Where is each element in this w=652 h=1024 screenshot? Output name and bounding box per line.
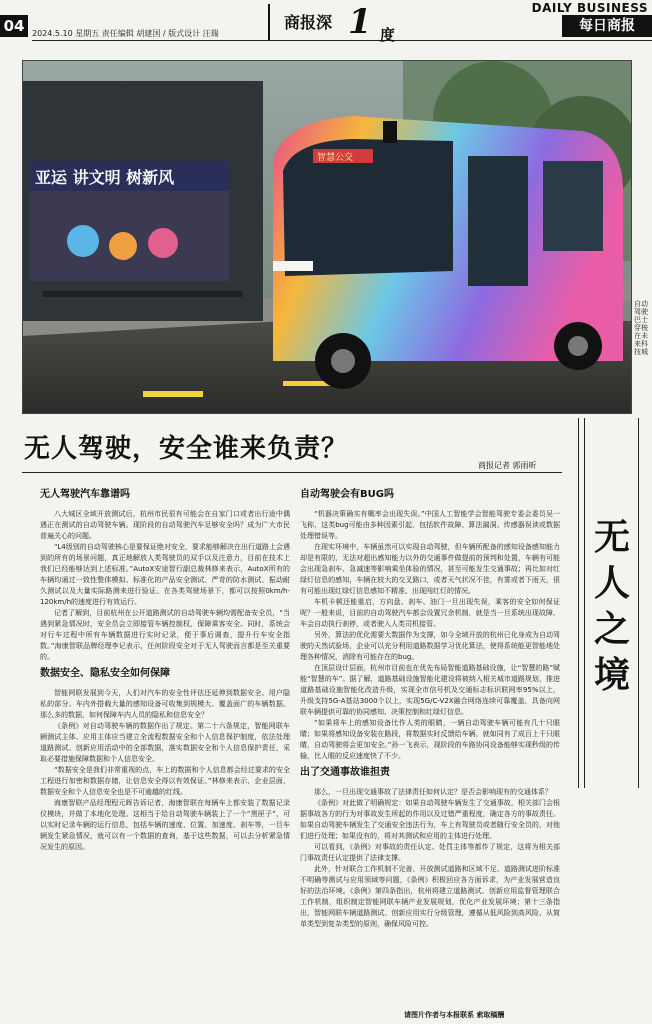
paragraph: 另外，算法的优化需要大数据作为支撑，如今全域开放的杭州已化身成为自动驾驶的天然试验场，企业可以充分利用道路数据学习优化算法，使得系统能更智能地处理各种情况，消除有可能存在的bug。	[300, 631, 560, 661]
subhead-safety: 无人驾驶汽车靠谱吗	[40, 489, 130, 500]
photo-caption: 自动驾驶巴士穿梭在未来科技城	[634, 300, 648, 356]
paragraph: 海康智联产品经理程元晖告诉记者，海康智联在每辆车上都安装了数据记录仪模块，并做了本地化处理。这相当于给自动驾驶车辆装上了一个“黑匣子”，可以实时记录车辆的运行信息，包括车辆的速度、位置、加速度、刹车等，一旦车辆发生紧急情况，就可以有一个数据的查询，基于这些数据，可以去分析紧急情况发生的原因。	[40, 799, 290, 851]
column-title-part-a: 商报深	[284, 13, 333, 32]
shelter-slogan: 亚运 讲文明 树新风	[35, 168, 175, 187]
brand-english: DAILY BUSINESS	[531, 1, 648, 15]
paragraph: “如果将车上的感知设备比作人类的眼睛，一辆自动驾驶车辆可能有几十只眼睛；如果将感知设备安装在路段，将数据实时反馈给车辆，就如同有了成百上千只眼睛，自动驾驶将会更加安全。”孙一飞表示，现阶段的车路协同设备能够实现秒级的传输，比人眼的反应速度快了不少。	[300, 719, 560, 760]
paragraph: 记者了解到，目前杭州在公开道路测试的自动驾驶车辆均需配备安全员，“当遇到紧急情况时，安全员会立即接管车辆控制权，保障乘客安全。同时，系统会对行车过程中所有车辆数据进行实时记录，便于事后调查，提升行车安全指数。”海康智联品牌经理李记表示，任何阶段安全对于无人驾驶而言都是至关重要的。	[40, 609, 290, 661]
article-column-right	[300, 484, 560, 930]
byline: 商报记者 郭雨昕	[478, 461, 537, 470]
paragraph: 《条例》对此做了明确规定：如果自动驾驶车辆发生了交通事故，相关部门会根据事故各方的行为对事故发生所起的作用以及过错严重程度，确定各方的事故责任。如果自动驾驶车辆发生了交通安全违法行为，车上有驾驶员或者随行安全员的，对他们进行处理；如果没有的，将对其测试和应用的主体进行处理。	[300, 799, 560, 840]
subhead-liability: 出了交通事故谁担责	[300, 767, 390, 778]
footer-note: 请图片作者与本报联系 索取稿酬	[404, 1011, 505, 1019]
subhead-bug: 自动驾驶会有BUG吗	[300, 489, 394, 500]
column-title	[268, 2, 410, 44]
brand-chinese: 每日商报	[562, 15, 652, 37]
paragraph: “L4级别的自动驾驶核心是要保证绝对安全，要求能够解决在出行道路上会遇到的所有的场景问题，真正地解放人类驾驶员的双手以及注意力，目前在技术上我们已经能够达到上述标准。”AutoX安途智行副总裁林修来表示，AutoX所有的车辆均通过一致性整体模拟、标准化的产品安全测试、严苛的防水测试、振动耐久测试以及大量实际路测来进行验证。在各类驾驶场景下，都可以按照0km/h-120km/h的速度进行有效运行。	[40, 543, 290, 606]
feature-photo	[22, 60, 632, 414]
article-column-left	[40, 484, 290, 853]
paragraph: 八大城区全域开放测试后，杭州市民很有可能会在自家门口或者出行途中偶遇正在测试的自动驾驶车辆。现阶段的自动驾驶汽车足够安全吗？成为广大市民普遍关心的问题。	[40, 510, 290, 540]
page-header	[0, 0, 652, 48]
column-title-part-c: 度	[380, 26, 396, 44]
paragraph: 那么，一旦出现交通事故了法律责任如何认定？是否会影响现有的交通体系？	[314, 788, 552, 796]
paragraph: “机器决策确实有概率会出现失误。”中国人工智能学会智能驾驶专委会委员吴一飞称，这类bug可能由多种因素引起，包括软件故障、算法漏洞、传感器误读或数据处理错误等。	[300, 510, 560, 540]
headline-rule	[22, 472, 562, 473]
side-banner	[572, 418, 642, 788]
paragraph: 智能网联发展到今天，人们对汽车的安全性评估还延伸到数据安全、用户隐私的部分。车内外搭载大量的感知设备可收集到规模大、覆盖面广的车辆数据。那么多的数据，如何保障车内人员的隐私和信息安全？	[40, 689, 290, 719]
paragraph: 在现实环境中，车辆虽然可以实现自动驾驶，但车辆所配备的感知设备感知能力却是有限的，无法对超出感知能力以外的交通事件做提前的预判和处置，车辆有可能会出现急刹车、急减速等影响乘坐体验的情况，甚至可能发生交通事故；再比如对红绿灯信息的感知，车辆在较大的交叉路口，或者天气状况不佳，有雾或者下雨天，很有可能出现红绿灯信息感知不精准、出现闯红灯的情况。	[300, 543, 560, 595]
paragraph: 可以看到，《条例》对事故的责任认定、处罚主体等都作了规定，这将为相关部门事故责任认定提供了法律支撑。	[300, 843, 560, 862]
paragraph: 此外，针对联合工作机制不完善、开放测试道路和区域不足、道路测试进阶标准不明确等测试与应用领域等问题，《条例》积极回应各方面诉求，为产业发展营造良好的法治环境。《条例》第四条指出，杭州将建立道路测试、创新应用监督管理联合工作机制，组织制定智能网联车辆产业发展规划，优化产业发展环境；第十三条指出，智能网联车辆道路测试、创新应用实行分级管理，遵循从低风险到高风险、从简单类型到复杂类型的原则，确保风险可控。	[300, 865, 560, 928]
paragraph: 车机卡顿还能重启，方向盘、刹车、油门一旦出现失误，乘客的安全如何保证呢？一般来说，目前的自动驾驶汽车都会设置冗余机制，就是当一旦系统出现故障，车会自动执行刹停，或者驶入人类司机接管。	[300, 598, 560, 628]
side-rule-1	[578, 418, 579, 788]
page-number: 04	[0, 15, 28, 37]
header-rule	[32, 40, 652, 41]
side-rule-3	[638, 418, 639, 788]
paragraph: “数据安全是我们非常重视的点，车上的数据和个人信息都会经过要求的安全工程进行加密和数据存储，让信息安全得以有效保证。”林修来表示，企业层面，数据安全和个人信息安全也是不可逾越的红线。	[40, 766, 290, 796]
bus-route-sign: 智慧公交	[317, 153, 354, 163]
dateline: 2024.5.10 星期五 责任编辑 胡建国 / 版式设计 汪瑞	[32, 29, 219, 38]
side-title: 无人之境	[593, 516, 630, 696]
paragraph: 《条例》对自动驾驶车辆的数据作出了规定。第二十六条规定，智能网联车辆测试主体、应用主体应当建立全流程数据安全和个人信息保护制度，依法处理道路测试、创新应用活动中的全部数据，落实数据安全和个人信息保护责任，采取必要措施保障数据和个人信息安全。	[40, 722, 290, 763]
column-title-part-b: 1	[348, 2, 372, 42]
paragraph: 在顶层设计层面，杭州市目前也在优先布局智能道路基础设施，让“智慧的路”赋能“智慧的车”。据了解，道路基础设施智能化建设将被纳入相关城市道路规划，推进道路基础设施智能化改造升级，实现全市信号机及交通标志标识联网率95%以上，升级支持5G-A基站3000个以上，实现5G/C-V2X融合网络连续可靠覆盖，具备向网联车辆提供可靠的协同感知、决策控制和红绿灯信息。	[300, 664, 560, 716]
subhead-data-privacy: 数据安全、隐私安全如何保障	[40, 668, 170, 679]
side-rule-2	[584, 418, 585, 788]
headline: 无人驾驶，安全谁来负责？	[24, 434, 349, 464]
